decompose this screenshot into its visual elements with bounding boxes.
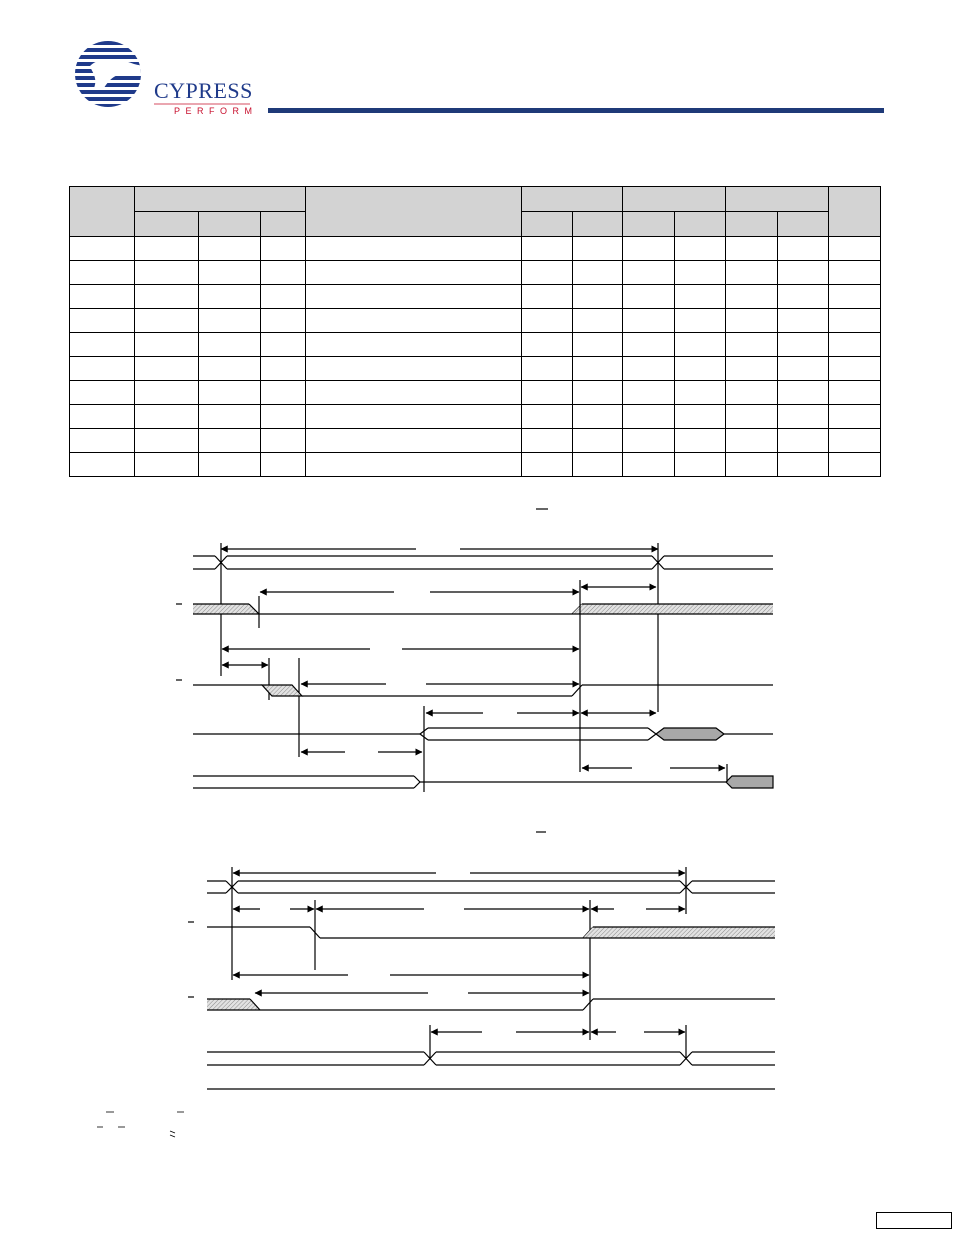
- header-rule: [268, 108, 884, 113]
- table-row: [70, 285, 881, 309]
- header-cell: [675, 212, 726, 237]
- header-cell: [135, 187, 306, 212]
- header-cell: [726, 187, 829, 212]
- header-cell: [522, 212, 573, 237]
- timing-diagram-write: [0, 822, 954, 1102]
- data-out-waveform: [193, 728, 773, 740]
- table-row: [70, 381, 881, 405]
- page-number-box: [876, 1212, 952, 1229]
- header-cell: [70, 187, 135, 237]
- table-row: [70, 309, 881, 333]
- header-cell: [573, 212, 623, 237]
- header-cell: [306, 187, 522, 237]
- header-cell: [623, 187, 726, 212]
- footnotes: [90, 1106, 290, 1146]
- chip-enable-waveform: [207, 927, 775, 938]
- svg-text:PERFORM: PERFORM: [174, 106, 258, 116]
- header-cell: [261, 212, 306, 237]
- table-row: [70, 333, 881, 357]
- table-row: [70, 453, 881, 477]
- table-row: [70, 237, 881, 261]
- header-cell: [778, 212, 829, 237]
- header-cell: [726, 212, 778, 237]
- address-bus-waveform: [193, 556, 773, 569]
- header-cell: [199, 212, 261, 237]
- svg-text:CYPRESS: CYPRESS: [154, 78, 253, 103]
- data-bus-waveform: [193, 776, 773, 788]
- table-header-row: [70, 187, 881, 212]
- output-enable-waveform: [193, 685, 773, 696]
- chip-enable-waveform: [193, 604, 773, 614]
- table-row: [70, 429, 881, 453]
- data-in-waveform: [207, 1052, 775, 1089]
- header-cell: [135, 212, 199, 237]
- write-enable-waveform: [207, 999, 775, 1010]
- table-row: [70, 261, 881, 285]
- timing-parameters-table: [69, 186, 881, 477]
- header-cell: [522, 187, 623, 212]
- header-cell: [623, 212, 675, 237]
- table-row: [70, 405, 881, 429]
- cypress-logo: [68, 38, 258, 120]
- header-cell: [829, 187, 881, 237]
- address-bus-waveform: [207, 881, 775, 893]
- timing-diagram-read: [0, 500, 954, 800]
- table-row: [70, 357, 881, 381]
